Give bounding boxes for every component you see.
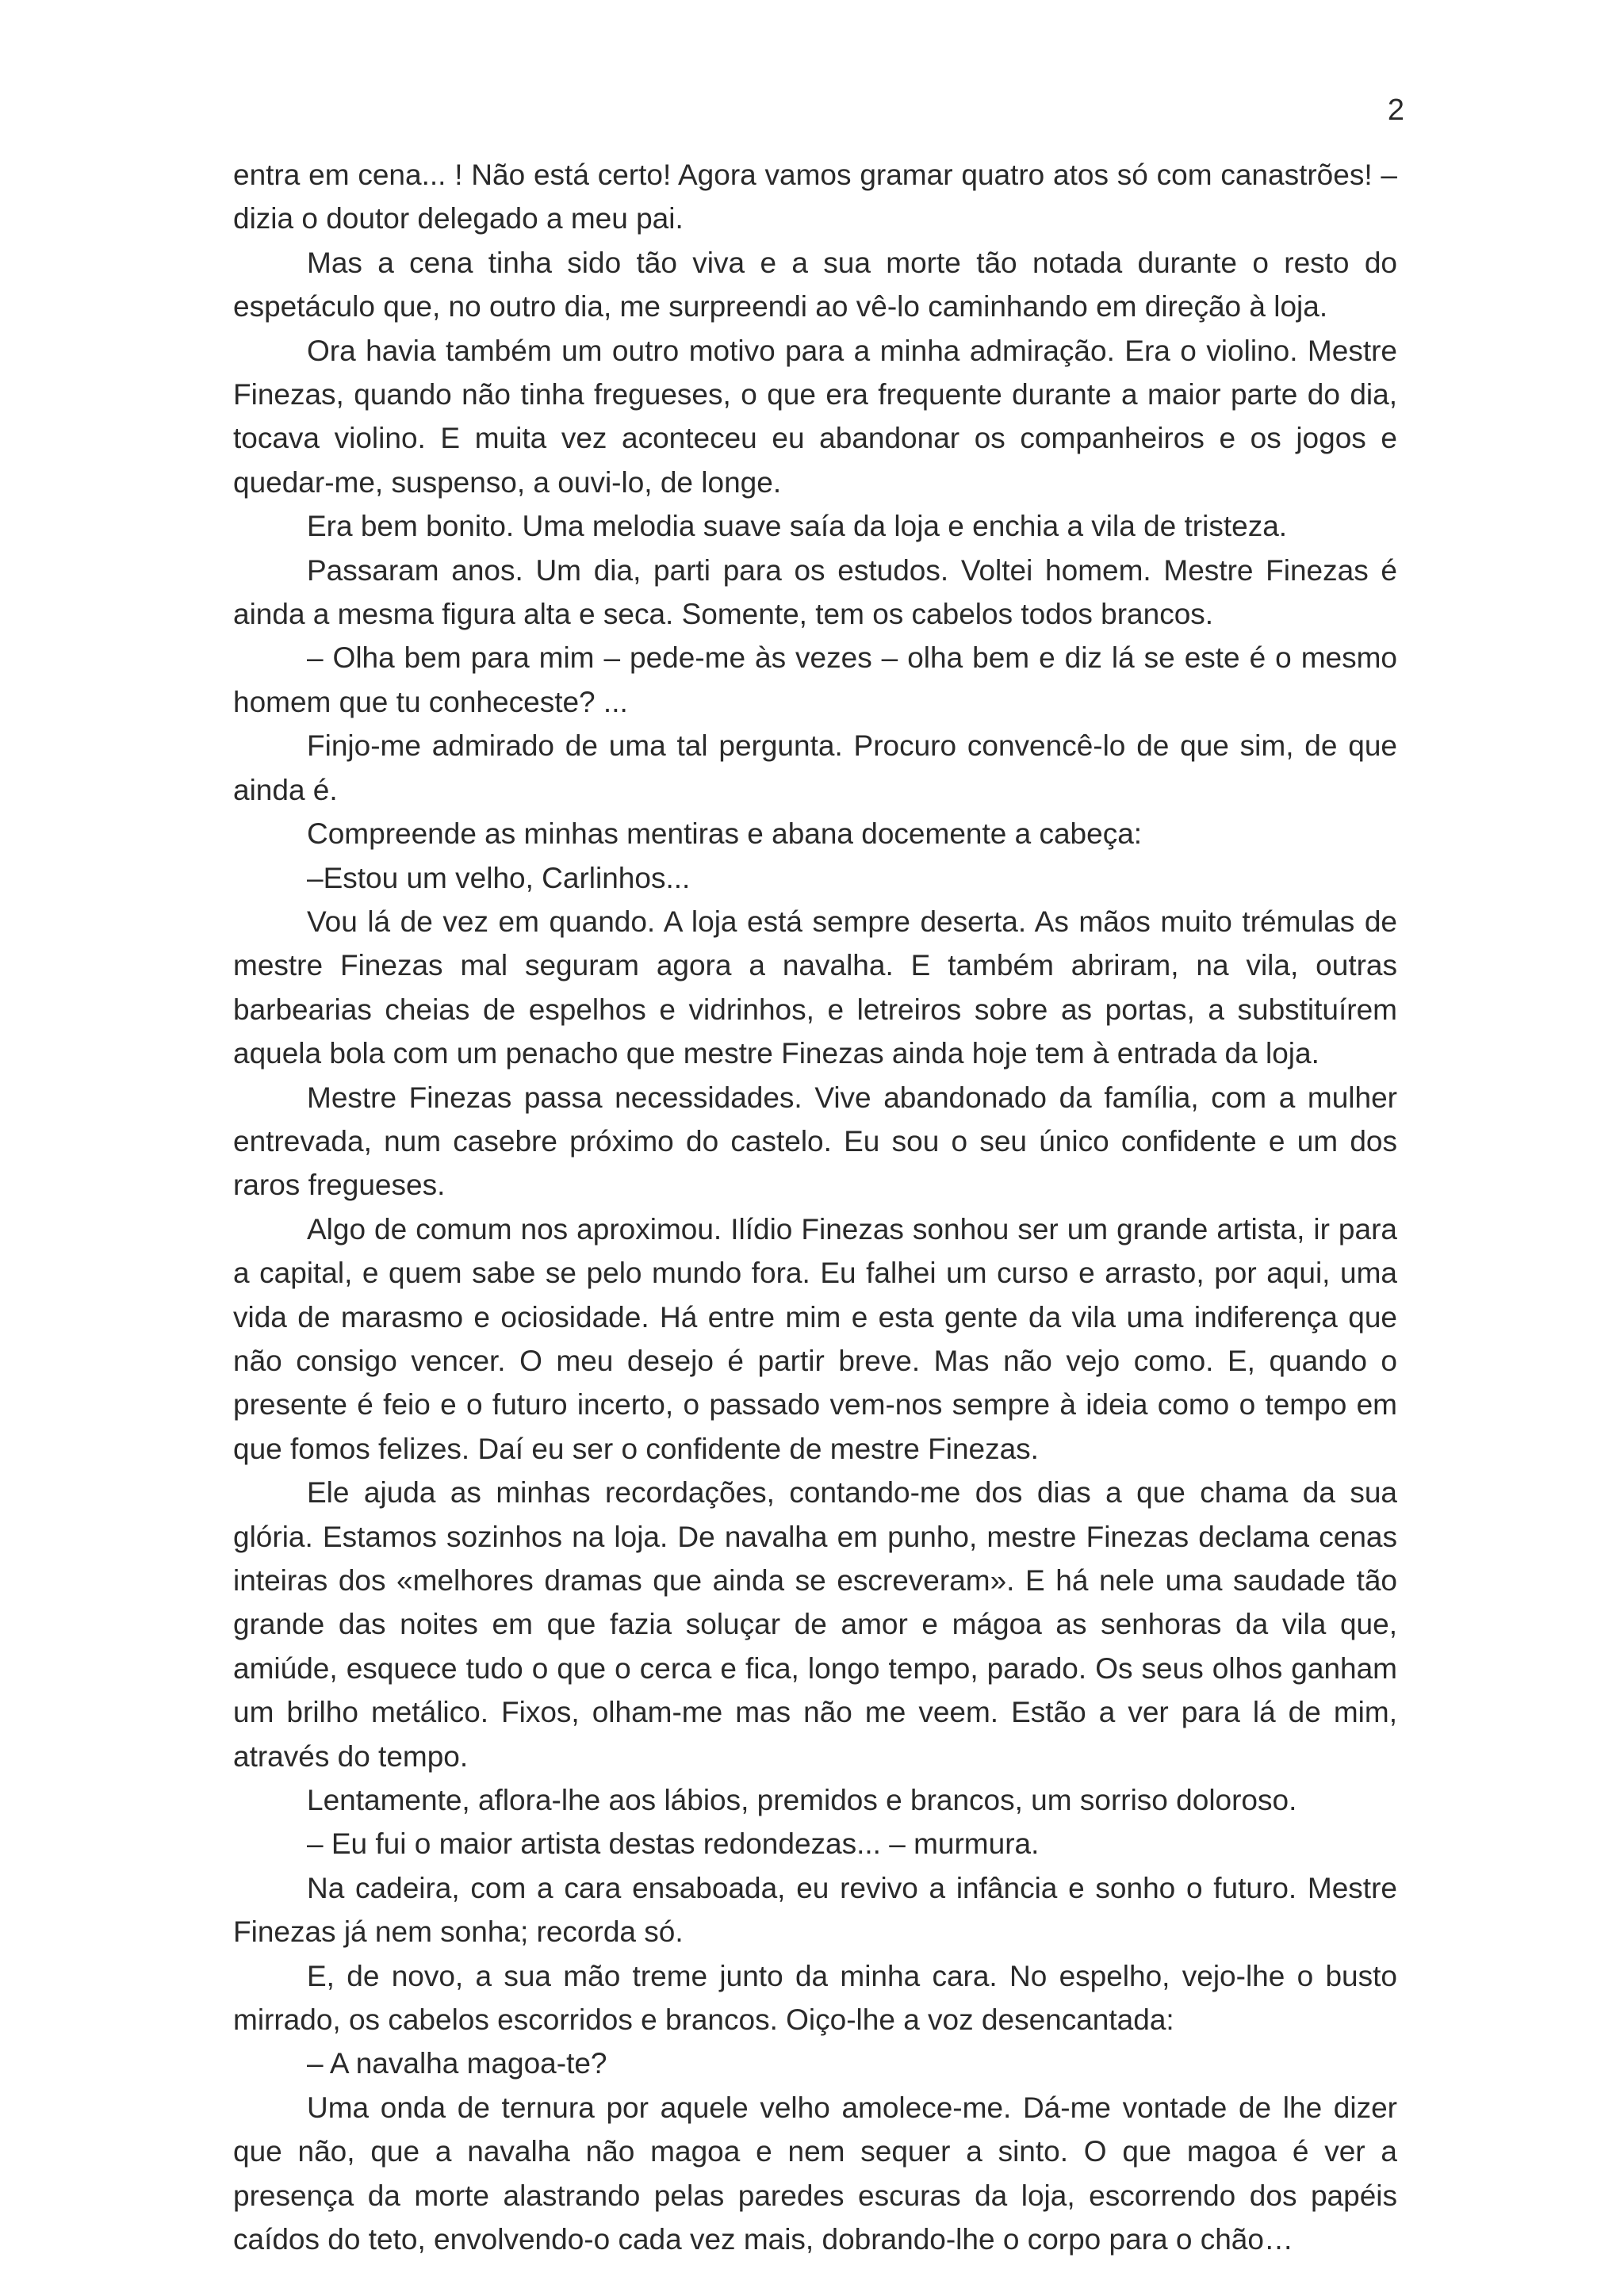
paragraph: Mestre Finezas passa necessidades. Vive abandonado da família, com a mulher entrevada, num casebre próximo do castelo. Eu sou o seu único confidente e um dos raros fregueses. bbox=[233, 1081, 1397, 1202]
paragraph: Mas a cena tinha sido tão viva e a sua morte tão notada durante o resto do espetáculo que, no outro dia, me surpreendi ao vê-lo caminhando em direção à loja. bbox=[233, 246, 1397, 323]
page-number: 2 bbox=[1387, 94, 1404, 127]
dialogue-paragraph: – Olha bem para mim – pede-me às vezes – olha bem e diz lá se este é o mesmo homem que tu conheceste? ... bbox=[233, 641, 1397, 718]
body-text bbox=[233, 153, 1397, 2262]
paragraph: Lentamente, aflora-lhe aos lábios, premidos e brancos, um sorriso doloroso. bbox=[307, 1784, 1297, 1817]
paragraph: Na cadeira, com a cara ensaboada, eu revivo a infância e sonho o futuro. Mestre Finezas já nem sonha; recorda só. bbox=[233, 1871, 1397, 1949]
paragraph: Era bem bonito. Uma melodia suave saía da loja e enchia a vila de tristeza. bbox=[307, 510, 1288, 543]
paragraph: Vou lá de vez em quando. A loja está sempre deserta. As mãos muito trémulas de mestre Finezas mal seguram agora a navalha. E também abriram, na vila, outras barbearias cheias de espelhos e vidrinhos, e letreiros sobre as portas, a substituírem aquela bola com um penacho que mestre Finezas ainda hoje tem à entrada da loja. bbox=[233, 905, 1397, 1070]
dialogue-paragraph: – A navalha magoa-te? bbox=[307, 2047, 607, 2080]
paragraph: entra em cena... ! Não está certo! Agora vamos gramar quatro atos só com canastrões! – dizia o doutor delegado a meu pai. bbox=[233, 159, 1397, 235]
paragraph: Algo de comum nos aproximou. Ilídio Finezas sonhou ser um grande artista, ir para a capital, e quem sabe se pelo mundo fora. Eu falhei um curso e arrasto, por aqui, uma vida de marasmo e ociosidade. Há entre mim e esta gente da vila uma indiferença que não consigo vencer. O meu desejo é partir breve. Mas não vejo como. E, quando o presente é feio e o futuro incerto, o passado vem-nos sempre à ideia como o tempo em que fomos felizes. Daí eu ser o confidente de mestre Finezas. bbox=[233, 1212, 1397, 1465]
paragraph: Ele ajuda as minhas recordações, contando-me dos dias a que chama da sua glória. Estamos sozinhos na loja. De navalha em punho, mestre Finezas declama cenas inteiras dos «melhores dramas que ainda se escreveram». E há nele uma saudade tão grande das noites em que fazia soluçar de amor e mágoa as senhoras da vila que, amiúde, esquece tudo o que o cerca e fica, longo tempo, parado. Os seus olhos ganham um brilho metálico. Fixos, olham-me mas não me veem. Estão a ver para lá de mim, através do tempo. bbox=[233, 1476, 1397, 1773]
paragraph: Uma onda de ternura por aquele velho amolece-me. Dá-me vontade de lhe dizer que não, que a navalha não magoa e nem sequer a sinto. O que magoa é ver a presença da morte alastrando pelas paredes escuras da loja, escorrendo dos papéis caídos do teto, envolvendo-o cada vez mais, dobrando-lhe o corpo para o chão… bbox=[233, 2091, 1397, 2256]
paragraph: Compreende as minhas mentiras e abana docemente a cabeça: bbox=[307, 817, 1143, 851]
dialogue-paragraph: –Estou um velho, Carlinhos... bbox=[307, 861, 691, 894]
paragraph: Ora havia também um outro motivo para a minha admiração. Era o violino. Mestre Finezas, quando não tinha fregueses, o que era frequente durante a maior parte do dia, tocava violino. E muita vez aconteceu eu abandonar os companheiros e os jogos e quedar-me, suspenso, a ouvi-lo, de longe. bbox=[233, 334, 1397, 499]
paragraph: Passaram anos. Um dia, parti para os estudos. Voltei homem. Mestre Finezas é ainda a mesma figura alta e seca. Somente, tem os cabelos todos brancos. bbox=[233, 553, 1397, 631]
paragraph: E, de novo, a sua mão treme junto da minha cara. No espelho, vejo-lhe o busto mirrado, os cabelos escorridos e brancos. Oiço-lhe a voz desencantada: bbox=[233, 1959, 1397, 2037]
paragraph: Finjo-me admirado de uma tal pergunta. Procuro convencê-lo de que sim, de que ainda é. bbox=[233, 729, 1397, 806]
dialogue-paragraph: – Eu fui o maior artista destas redondezas... – murmura. bbox=[307, 1827, 1040, 1861]
